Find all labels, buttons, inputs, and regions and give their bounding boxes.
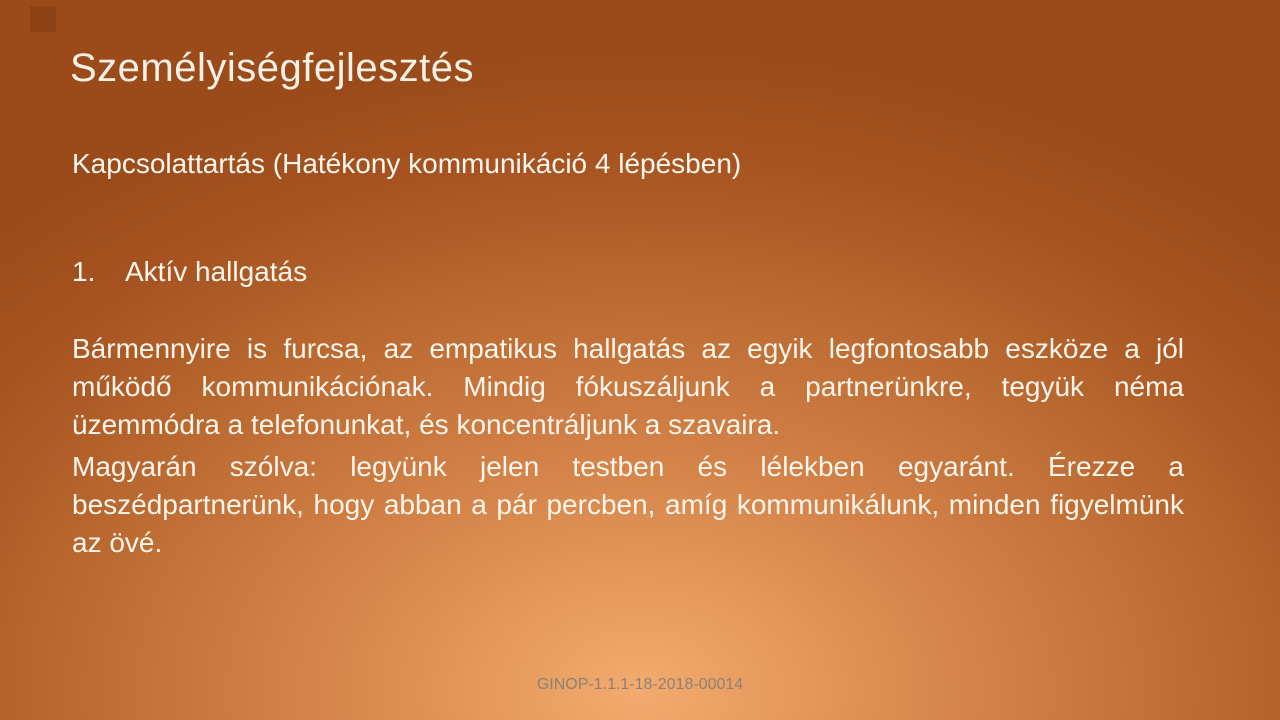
- body-paragraph: Bármennyire is furcsa, az empatikus hallgatás az egyik legfontosabb eszköze a jól működő kommunikációnak. Mindig fókuszáljunk a partnerünkre, tegyük néma üzemmódra a telefonunkat, és koncentráljunk a szavaira.: [72, 333, 1184, 440]
- accent-square-decoration: [30, 6, 56, 32]
- list-item-label: Aktív hallgatás: [125, 256, 308, 287]
- body-paragraph: Magyarán szólva: legyünk jelen testben és lélekben egyaránt. Érezze a beszédpartnerünk, hogy abban a pár percben, amíg kommunikálunk, minden figyelmünk az övé.: [72, 451, 1184, 558]
- footer-project-code: GINOP-1.1.1-18-2018-00014: [536, 676, 744, 693]
- slide-title: Személyiségfejlesztés: [70, 46, 474, 90]
- list-item-number: 1.: [72, 256, 96, 287]
- numbered-list-item: [72, 256, 307, 288]
- slide-subtitle: Kapcsolattartás (Hatékony kommunikáció 4 lépésben): [72, 148, 742, 179]
- body-text-block: [72, 330, 1184, 562]
